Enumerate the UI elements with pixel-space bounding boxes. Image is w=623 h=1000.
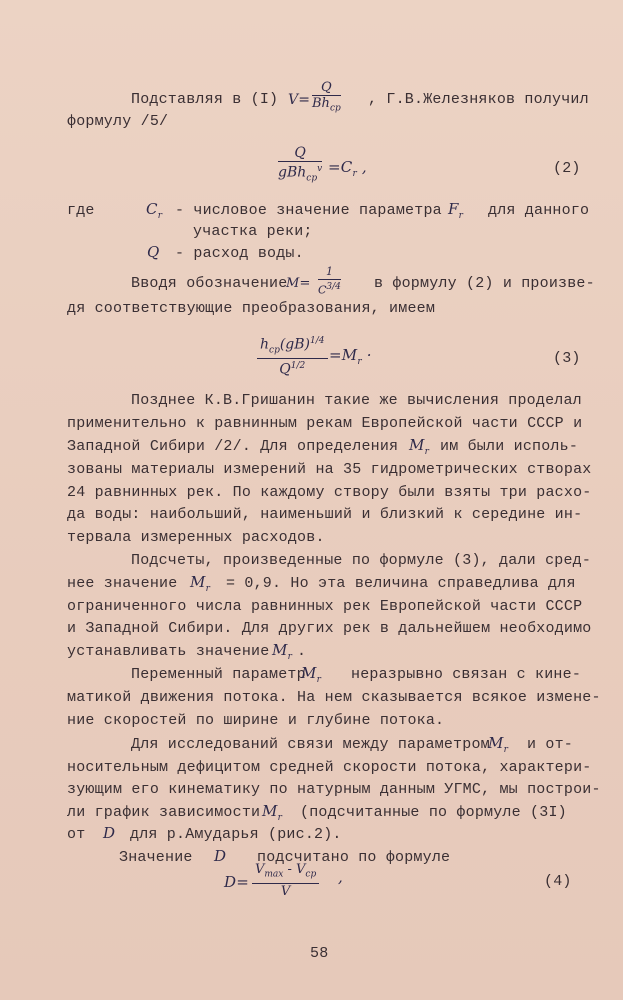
formula-v-prefix: V= [288, 92, 311, 108]
formula-m-fraction: $\frac{1}{C^{3/4}}$ [318, 265, 341, 297]
text-line: устанавливать значение [67, 643, 270, 660]
text-line: - расход воды. [175, 245, 304, 262]
equation-3-rhs: $=M_r$ · [329, 346, 372, 367]
equation-4-tail: , [338, 868, 343, 886]
text-line: в формулу (2) и произве- [374, 275, 595, 292]
text-line: Западной Сибири /2/. Для определения [67, 438, 399, 455]
symbol-fr: $F_r$ [448, 200, 464, 221]
where-word: где [67, 202, 95, 219]
text-line: неразрывно связан с кине- [351, 666, 582, 683]
text-line: применительно к равнинным рекам Европейской части СССР и [67, 415, 583, 432]
text-line: , Г.В.Железняков получил [368, 91, 589, 108]
text-line: Позднее К.В.Гришанин такие же вычисления проделал [131, 392, 582, 409]
text-line: Значение [119, 849, 193, 866]
text-line: им были исполь- [440, 438, 579, 455]
text-line: - числовое значение параметра [175, 202, 442, 219]
equation-3-fraction: $h_{ср}(gB)^{1/4}$ $Q^{1/2}$ [257, 334, 328, 378]
symbol-d: D [103, 824, 116, 842]
symbol-mr: $M_r$ [488, 734, 509, 755]
text-line: да воды: наибольший, наименьший и близкий к середине ин- [67, 506, 583, 523]
formula-m-prefix: M= [286, 276, 311, 291]
text-line: нее значение [67, 575, 178, 592]
text-line: = 0,9. Но эта величина справедлива для [226, 575, 576, 592]
symbol-mr: $M_r$ [190, 573, 211, 594]
text-line: для р.Амударья (рис.2). [130, 826, 342, 843]
equation-4-fraction: $V_{max} - V_{ср}$ V [252, 862, 319, 899]
text-line: носительным дефицитом средней скорости потока, характери- [67, 759, 592, 776]
symbol-d: D [214, 847, 227, 865]
text-line: от [67, 826, 86, 843]
symbol-mr: $M_r$ [409, 436, 430, 457]
text-line: Вводя обозначение [131, 275, 288, 292]
symbol-mr: $M_r$ [262, 802, 283, 823]
text-line: участка реки; [193, 223, 313, 240]
symbol-cr: $C_r$ [146, 200, 163, 221]
text-line: ли график зависимости [67, 804, 261, 821]
equation-2-number: (2) [553, 160, 581, 177]
text-line: . [297, 643, 307, 660]
symbol-mr: $M_r$ [301, 664, 322, 685]
text-line: 24 равнинных рек. По каждому створу были взяты три расхо- [67, 484, 592, 501]
text-line: тервала измеренных расходов. [67, 529, 325, 546]
formula-v-fraction: Q $Bh_{ср}$ [312, 80, 341, 114]
symbol-q: Q [147, 243, 160, 261]
text-line: (подсчитанные по формуле (3I) [300, 804, 567, 821]
text-line: зующим его кинематику по натурным данным УГМС, мы построи- [67, 781, 601, 798]
text-line: ние скоростей по ширине и глубине потока. [67, 712, 445, 729]
text-line: и Западной Сибири. Для других рек в дальнейшем необходимо [67, 620, 592, 637]
page-number: 58 [310, 945, 329, 962]
equation-2-rhs: $=C_r$ , [328, 158, 367, 179]
symbol-mr: $M_r$ [272, 641, 293, 662]
equation-4-number: (4) [544, 873, 572, 890]
equation-3-number: (3) [553, 350, 581, 367]
equation-4-lhs: D= [224, 873, 249, 891]
text-line: подсчитано по формуле [257, 849, 451, 866]
text-line: Для исследований связи между параметром [131, 736, 490, 753]
text-line: дя соответствующие преобразования, имеем [67, 300, 436, 317]
text-line: зованы материалы измерений на 35 гидрометрических створах [67, 461, 592, 478]
equation-2-fraction: Q gBh$_{ср}^v$ [278, 145, 323, 184]
text-line: Переменный параметр [131, 666, 306, 683]
text-line: для данного [488, 202, 590, 219]
text-line: Подставляя в (I) [131, 91, 279, 108]
text-line: ограниченного числа равнинных рек Европейской части СССР [67, 598, 583, 615]
text-line: матикой движения потока. На нем сказывается всякое измене- [67, 689, 601, 706]
text-line: формулу /5/ [67, 113, 169, 130]
text-line: Подсчеты, произведенные по формуле (3), дали сред- [131, 552, 592, 569]
text-line: и от- [527, 736, 574, 753]
